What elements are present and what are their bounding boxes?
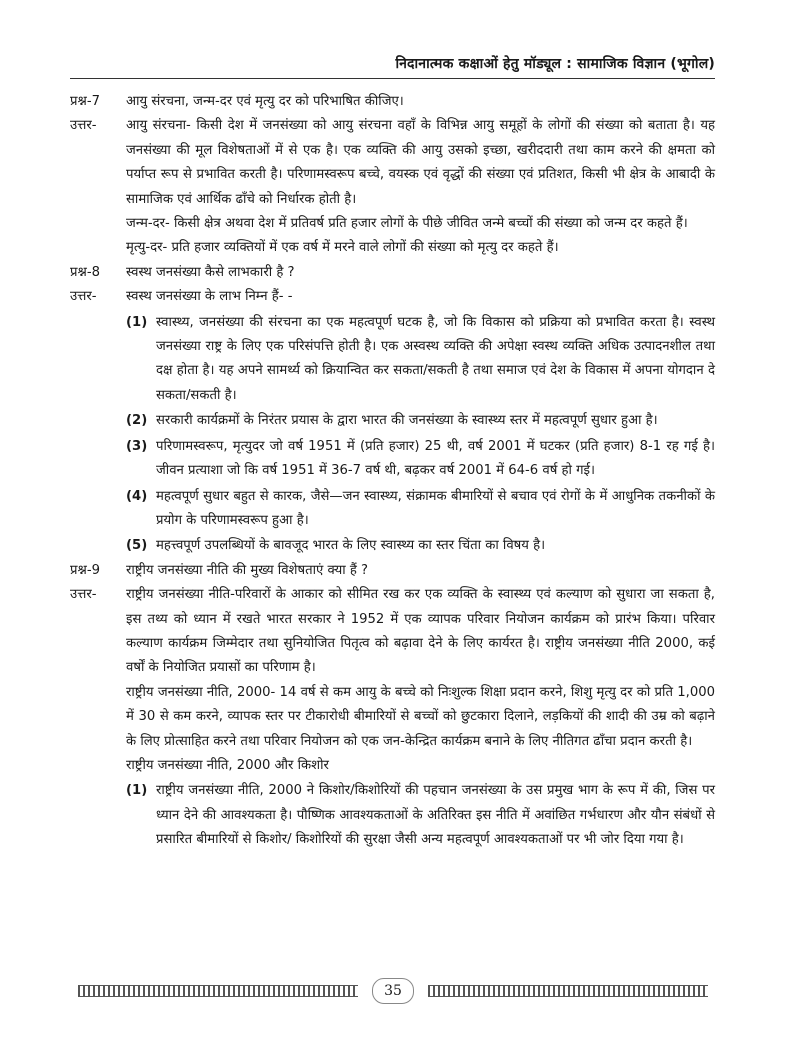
question-7 [70, 90, 715, 114]
page-header-title: निदानात्मक कक्षाओं हेतु मॉड्यूल : सामाजिक विज्ञान (भूगोल) [395, 56, 715, 72]
answer-9 [70, 583, 715, 681]
subheading: राष्ट्रीय जनसंख्या नीति, 2000 और किशोर [126, 757, 329, 773]
answer-text: आयु संरचना- किसी देश में जनसंख्या को आयु संरचना वहाँ के विभिन्न आयु समूहों के लोगों की संख्या को बताता है। यह जनसंख्या की मूल विशेषताओं में से एक है। एक व्यक्ति की आयु उसको इच्छा, खरीददारी तथा काम करने की क्षमता को पर्याप्त रूप से प्रभावित करती है। परिणामस्वरूप बच्चे, वयस्क एवं वृद्धों की संख्या एवं प्रतिशत, किसी भी क्षेत्र के आबादी के सामाजिक एवं आर्थिक ढाँचे को निर्धारक होती है। [126, 118, 715, 207]
decorative-border-right [428, 985, 708, 997]
decorative-border-left [78, 985, 358, 997]
header-divider [70, 78, 715, 79]
answer-7 [70, 114, 715, 212]
question-label: प्रश्न-9 [70, 562, 100, 578]
list-item-text: महत्त्वपूर्ण उपलब्धियों के बावजूद भारत के लिए स्वास्थ्य का स्तर चिंता का विषय है। [156, 538, 546, 554]
answer-text: स्वस्थ जनसंख्या के लाभ निम्न हैं- - [126, 289, 293, 305]
page-number: 35 [372, 978, 414, 1004]
list-item [70, 435, 715, 484]
question-text: आयु संरचना, जन्म-दर एवं मृत्यु दर को परिभाषित कीजिए। [126, 94, 404, 109]
list-item-text: महत्वपूर्ण सुधार बहुत से कारक, जैसे—जन स्वास्थ्य, संक्रामक बीमारियों से बचाव एवं रोगों के में आधुनिक तकनीकों के प्रयोग के परिणामस्वरूप हुआ है। [156, 488, 715, 528]
list-item-number: (2) [126, 413, 148, 429]
question-label: प्रश्न-7 [70, 94, 100, 109]
answer-paragraph: राष्ट्रीय जनसंख्या नीति, 2000- 14 वर्ष से कम आयु के बच्चे को निःशुल्क शिक्षा प्रदान करने, शिशु मृत्यु दर को प्रति 1,000 में 30 से कम करने, व्यापक स्तर पर टीकारोधी बीमारियों से बच्चों को छुटकारा दिलाने, लड़कियों की शादी की उम्र को बढ़ाने के लिए प्रोत्साहित करने तथा परिवार नियोजन को एक जन-केन्द्रित कार्यक्रम बनाने के लिए नीतिगत ढाँचा प्रदान करती है। [126, 684, 715, 749]
question-text: स्वस्थ जनसंख्या कैसे लाभकारी है ? [126, 264, 295, 280]
question-8 [70, 261, 715, 285]
list-item-text: स्वास्थ्य, जनसंख्या की संरचना का एक महत्वपूर्ण घटक है, जो कि विकास को प्रक्रिया को प्रभावित करता है। स्वस्थ जनसंख्या राष्ट्र के लिए एक परिसंपत्ति होती है। एक अस्वस्थ व्यक्ति की अपेक्षा स्वस्थ व्यक्ति अधिक उत्पादनशील तथा दक्ष होता है। यह अपने सामर्थ्य को क्रियान्वित कर सकता/सकती है तथा समाज एवं देश के विकास में अपना योगदान दे सकता/सकती है। [156, 314, 715, 403]
list-item-number: (5) [126, 538, 148, 554]
list-item-number: (1) [126, 783, 148, 799]
list-item-number: (4) [126, 488, 148, 504]
list-item [70, 534, 715, 558]
page-content [70, 90, 715, 853]
list-item [70, 311, 715, 409]
answer-label: उत्तर- [70, 289, 97, 305]
page-footer [78, 980, 708, 1000]
question-text: राष्ट्रीय जनसंख्या नीति की मुख्य विशेषताएं क्या हैं ? [126, 562, 369, 578]
answer-8 [70, 285, 715, 309]
list-item-text: परिणामस्वरूप, मृत्युदर जो वर्ष 1951 में (प्रति हजार) 25 थी, वर्ष 2001 में घटकर (प्रति हजार) 8-1 रह गई है। जीवन प्रत्याशा जो कि वर्ष 1951 में 36-7 वर्ष थी, बढ़कर वर्ष 2001 में 64-6 वर्ष हो गई। [156, 438, 715, 479]
list-item [70, 779, 715, 852]
list-item-number: (3) [126, 438, 148, 454]
list-item [70, 409, 715, 433]
list-item-text: राष्ट्रीय जनसंख्या नीति, 2000 ने किशोर/किशोरियों की पहचान जनसंख्या के उस प्रमुख भाग के रूप में की, जिस पर ध्यान देने की आवश्यकता है। पौष्णिक आवश्यकताओं के अतिरिक्त इस नीति में अवांछित गर्भधारण और यौन संबंधों से प्रसारित बीमारियों से किशोर/ किशोरियों की सुरक्षा जैसी अन्य महत्वपूर्ण आवश्यकताओं पर भी जोर दिया गया है। [156, 783, 715, 848]
question-9 [70, 559, 715, 583]
answer-text: राष्ट्रीय जनसंख्या नीति-परिवारों के आकार को सीमित रख कर एक व्यक्ति के स्वास्थ्य एवं कल्याण को सुधारा जा सकता है, इस तथ्य को ध्यान में रखते भारत सरकार ने 1952 में एक व्यापक परिवार नियोजन कार्यक्रम को प्रारंभ किया। परिवार कल्याण कार्यक्रम जिम्मेदार तथा सुनियोजित पितृत्व को बढ़ावा देने के लिए कार्यरत है। राष्ट्रीय जनसंख्या नीति 2000, कई वर्षों के नियोजित प्रयासों का परिणाम है। [126, 587, 715, 676]
answer-paragraph: मृत्यु-दर- प्रति हजार व्यक्तियों में एक वर्ष में मरने वाले लोगों की संख्या को मृत्यु दर कहते हैं। [126, 240, 559, 256]
list-item [70, 485, 715, 534]
list-item-text: सरकारी कार्यक्रमों के निरंतर प्रयास के द्वारा भारत की जनसंख्या के स्वास्थ्य स्तर में महत्वपूर्ण सुधार हुआ है। [156, 413, 658, 429]
question-label: प्रश्न-8 [70, 264, 100, 280]
answer-paragraph: जन्म-दर- किसी क्षेत्र अथवा देश में प्रतिवर्ष प्रति हजार लोगों के पीछे जीवित जन्मे बच्चों की संख्या को जन्म दर कहते हैं। [126, 216, 688, 232]
list-item-number: (1) [126, 314, 148, 330]
answer-label: उत्तर- [70, 118, 97, 134]
answer-label: उत्तर- [70, 587, 97, 603]
